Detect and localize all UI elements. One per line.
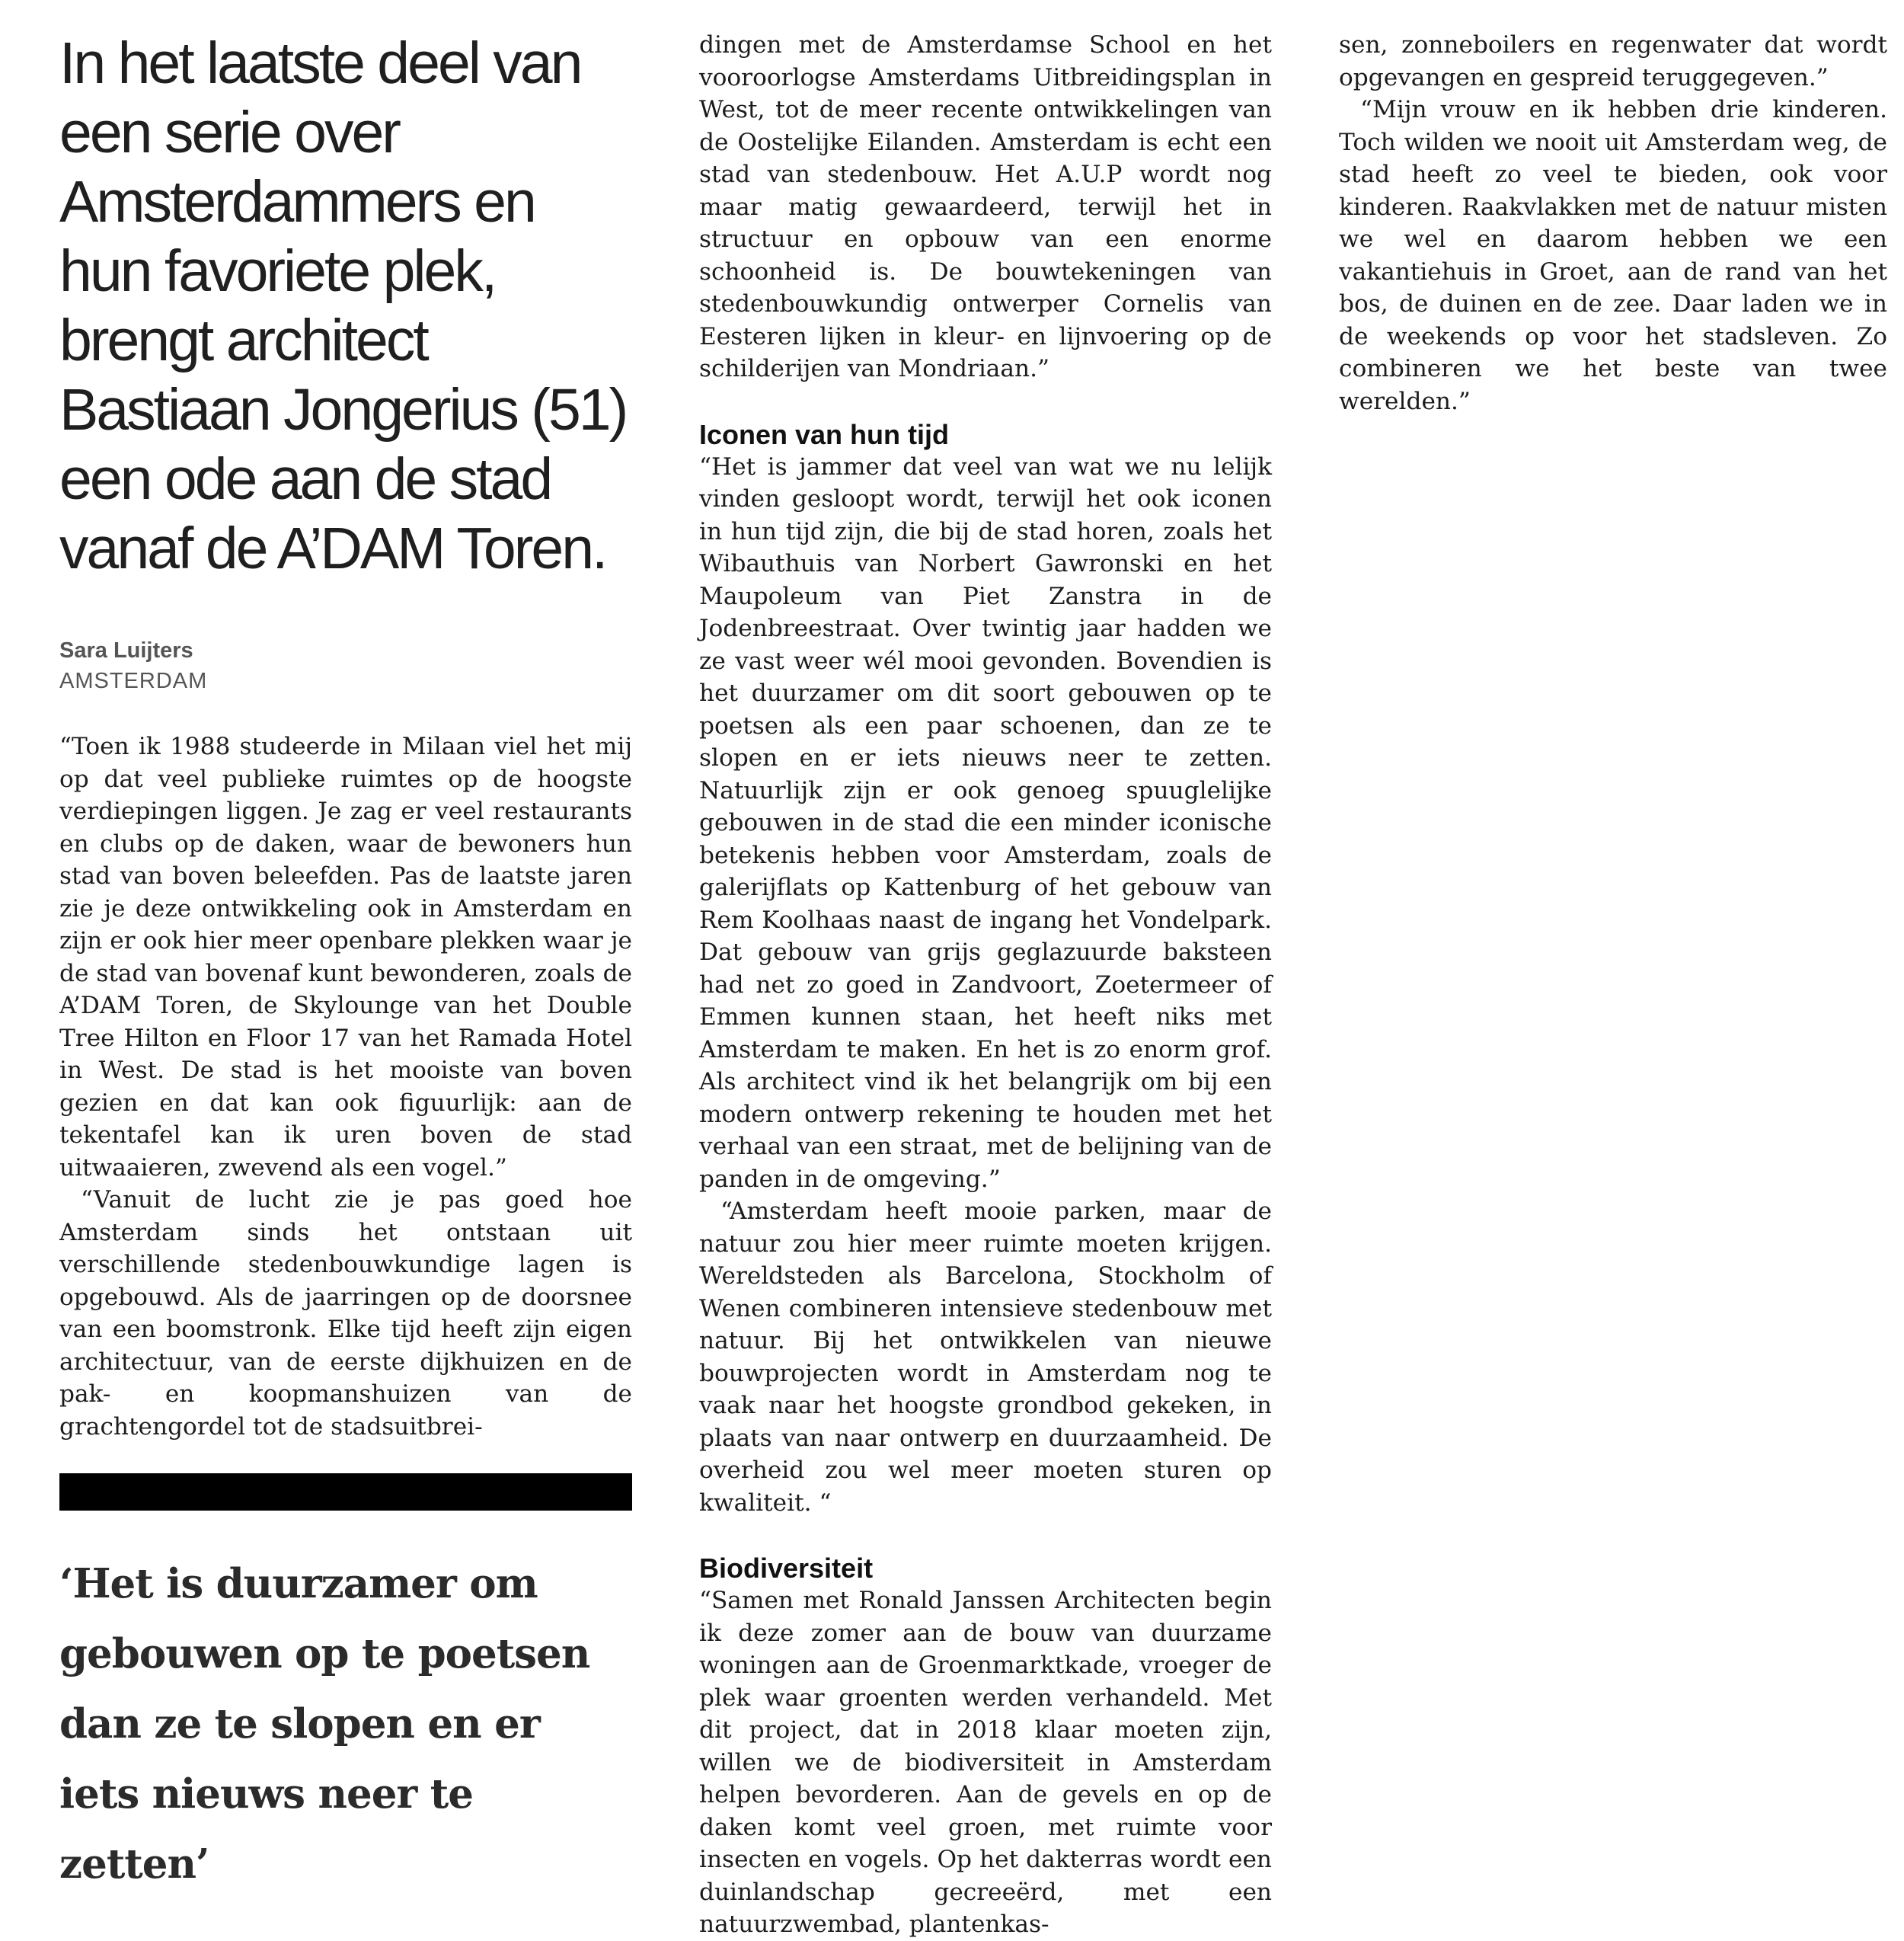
byline	[59, 635, 632, 696]
column-1	[59, 29, 632, 1899]
column-2	[699, 29, 1272, 1941]
author-name: Sara Luijters	[59, 638, 193, 663]
body-paragraph: dingen met de Amsterdamse School en het vooroorlogse Amsterdams Uitbreidingsplan in West, tot de meer recente ontwikkelingen van de Oostelijke Eilanden. Amsterdam is echt een stad van stedenbouw. Het A.U.P wordt nog maar matig gewaardeerd, terwijl het in structuur en opbouw van een enorme schoonheid is. De bouwtekeningen van stedenbouwkundig ontwerper Cornelis van Eesteren lijken in kleur- en lijnvoering op de schilderijen van Mondriaan.”	[699, 31, 1272, 382]
intro-text: In het laatste deel van een serie over Amsterdammers en hun favoriete plek, brengt architect Bastiaan Jongerius (51) een ode aan de stad vanaf de A’DAM Toren.	[59, 30, 627, 581]
section-heading: Iconen van hun tijd	[699, 418, 950, 450]
section-heading: Biodiversiteit	[699, 1552, 874, 1584]
dateline-location: AMSTERDAM	[59, 669, 208, 693]
column-3	[1339, 29, 1887, 417]
body-paragraph: “Mijn vrouw en ik hebben drie kinderen. Toch wilden we nooit uit Amsterdam weg, de stad heeft zo veel te bieden, ook voor kinderen. Raakvlakken met de natuur misten we wel en daarom hebben we een vakantiehuis in Groet, aan de rand van het bos, de duinen en de zee. Daar laden we in de weekends op voor het stadsleven. Zo combineren we het beste van twee werelden.”	[1339, 96, 1887, 415]
body-paragraph: “Amsterdam heeft mooie parken, maar de natuur zou hier meer ruimte moeten krijgen. Wereldsteden als Barcelona, Stockholm of Wenen combineren intensieve stedenbouw met natuur. Bij het ontwikkelen van nieuwe bouwprojecten wordt in Amsterdam nog te vaak naar het hoogste grondbod gekeken, in plaats van naar ontwerp en duurzaamheid. De overheid zou wel meer moeten sturen op kwaliteit. “	[699, 1198, 1272, 1517]
body-paragraph: “Toen ik 1988 studeerde in Milaan viel het mij op dat veel publieke ruimtes op de hoogste verdiepingen liggen. Je zag er veel restaurants en clubs op de daken, waar de bewoners hun stad van boven beleefden. Pas de laatste jaren zie je deze ontwikkeling ook in Amsterdam en zijn er ook hier meer openbare plekken waar je de stad van bovenaf kunt bewonderen, zoals de A’DAM Toren, de Skylounge van het Double Tree Hilton en Floor 17 van het Ramada Hotel in West. De stad is het mooiste van boven gezien en dat kan ook figuurlijk: aan de tekentafel kan ik uren boven de stad uitwaaieren, zwevend als een vogel.”	[59, 733, 632, 1182]
body-paragraph: “Vanuit de lucht zie je pas goed hoe Amsterdam sinds het ontstaan uit verschillende stedenbouwkundige lagen is opgebouwd. Als de jaarringen op de doorsnee van een boomstronk. Elke tijd heeft zijn eigen architectuur, van de eerste dijkhuizen en de pak- en koopmanshuizen van de grachtengordel tot de stadsuitbrei-	[59, 1186, 632, 1441]
body-paragraph: “Het is jammer dat veel van wat we nu lelijk vinden gesloopt wordt, terwijl het ook iconen in hun tijd zijn, die bij de stad horen, zoals het Wibauthuis van Norbert Gawronski en het Maupoleum van Piet Zanstra in de Jodenbreestraat. Over twintig jaar hadden we ze vast weer wél mooi gevonden. Bovendien is het duurzamer om dit soort gebouwen op te poetsen als een paar schoenen, dan ze te slopen en er iets nieuws neer te zetten. Natuurlijk zijn er ook genoeg spuuglelijke gebouwen in de stad die een minder iconische betekenis hebben voor Amsterdam, zoals de galerijflats op Kattenburg of het gebouw van Rem Koolhaas naast de ingang het Vondelpark. Dat gebouw van grijs geglazuurde baksteen had net zo goed in Zandvoort, Zoetermeer of Emmen kunnen staan, het heeft niks met Amsterdam te maken. En het is zo enorm grof. Als architect vind ik het belangrijk om bij een modern ontwerp rekening te houden met het verhaal van een straat, met de belijning van de panden in de omgeving.”	[699, 452, 1272, 1193]
body-paragraph: “Samen met Ronald Janssen Architecten begin ik deze zomer aan de bouw van duurzame woningen aan de Groenmarktkade, vroeger de plek waar groenten werden verhandeld. Met dit project, dat in 2018 klaar moeten zijn, willen we de biodiversiteit in Amsterdam helpen bevorderen. Aan de gevels en op de daken komt veel groen, met ruimte voor insecten en vogels. Op het dakterras wordt een duinlandschap gecreeërd, met een natuurzwembad, plantenkas-	[699, 1587, 1272, 1938]
pull-quote: ‘Het is duurzamer om gebouwen op te poetsen dan ze te slopen en er iets nieuws neer te zetten’	[59, 1560, 590, 1888]
quote-divider-bar	[59, 1473, 632, 1511]
body-paragraph: sen, zonneboilers en regenwater dat wordt opgevangen en gespreid teruggegeven.”	[1339, 31, 1887, 91]
